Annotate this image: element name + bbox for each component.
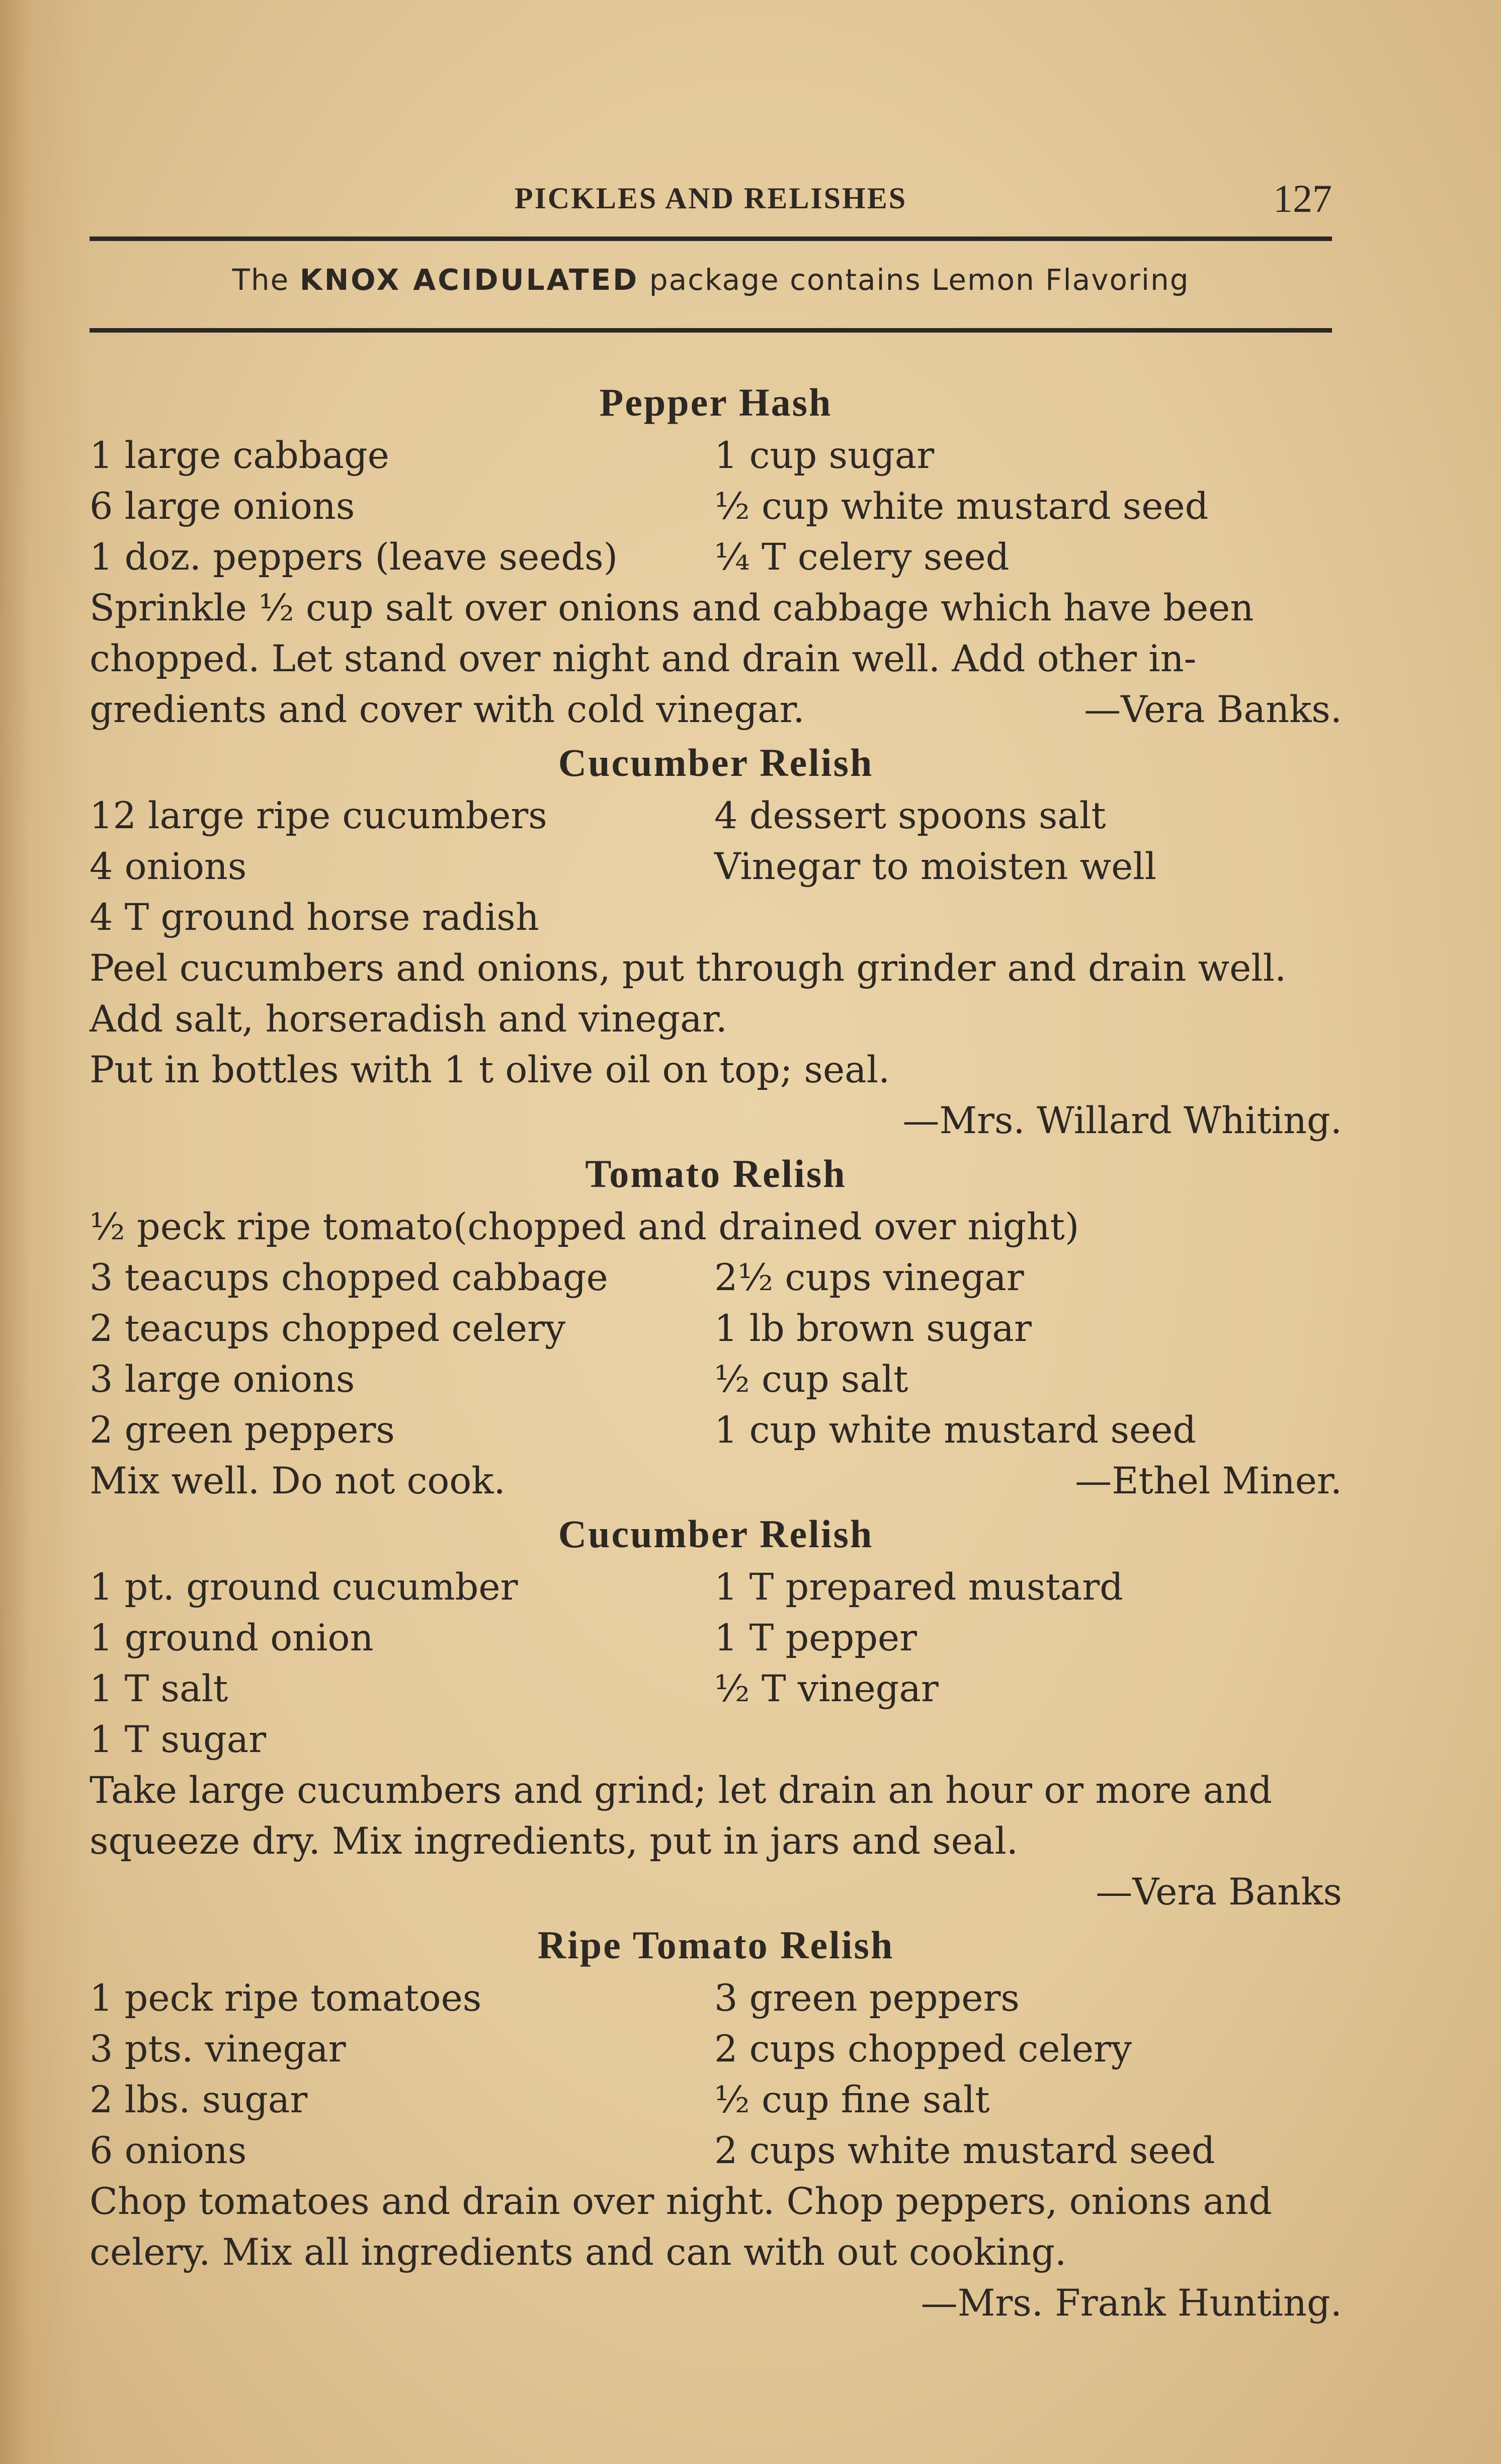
ingredient: 1 peck ripe tomatoes bbox=[90, 1977, 482, 2020]
ingredient: 6 onions bbox=[90, 2129, 247, 2172]
recipe-pepper-hash bbox=[90, 375, 1342, 735]
ingredient-list bbox=[90, 1252, 1342, 1456]
banner-rule bbox=[90, 328, 1332, 333]
instruction-signature-row bbox=[90, 1456, 1342, 1506]
recipe-title: Cucumber Relish bbox=[558, 741, 874, 784]
ingredient: 1 doz. peppers (leave seeds) bbox=[90, 536, 618, 579]
ingredient: 2½ cups vinegar bbox=[714, 1256, 1024, 1299]
ingredient: 1 T pepper bbox=[714, 1617, 918, 1659]
ingredient: 3 large onions bbox=[90, 1358, 355, 1401]
banner-text-pre: The bbox=[232, 263, 290, 297]
instruction-line: Take large cucumbers and grind; let drain an hour or more and bbox=[90, 1769, 1273, 1812]
ingredient-list bbox=[90, 1562, 1342, 1765]
recipe-author: —Mrs. Frank Hunting. bbox=[921, 2282, 1342, 2325]
ingredient: 2 cups chopped celery bbox=[714, 2028, 1132, 2071]
ingredient: 2 cups white mustard seed bbox=[714, 2129, 1215, 2172]
page-header bbox=[90, 176, 1332, 231]
ingredient: ¼ T celery seed bbox=[714, 536, 1010, 579]
ingredient: 1 cup white mustard seed bbox=[714, 1409, 1197, 1452]
ingredient: 1 T salt bbox=[90, 1667, 228, 1710]
page-number: 127 bbox=[1273, 177, 1332, 220]
ingredient: 1 T prepared mustard bbox=[714, 1566, 1123, 1609]
recipe-cucumber-relish-2 bbox=[90, 1506, 1342, 1918]
ingredient: 1 T sugar bbox=[90, 1718, 267, 1761]
ingredient: ½ cup white mustard seed bbox=[714, 485, 1209, 528]
ingredient: 4 T ground horse radish bbox=[90, 896, 539, 939]
recipe-title: Cucumber Relish bbox=[558, 1512, 874, 1556]
ingredient: 3 green peppers bbox=[714, 1977, 1020, 2020]
instruction-signature-row bbox=[90, 684, 1342, 735]
instruction-line: squeeze dry. Mix ingredients, put in jars and seal. bbox=[90, 1820, 1018, 1863]
ingredient: 1 ground onion bbox=[90, 1617, 374, 1659]
ingredient bbox=[714, 892, 1342, 943]
ingredient-list bbox=[90, 1973, 1342, 2176]
recipe-author: —Ethel Miner. bbox=[1075, 1460, 1342, 1502]
ingredient: 1 large cabbage bbox=[90, 434, 389, 477]
instruction-line: Peel cucumbers and onions, put through grinder and drain well. bbox=[90, 947, 1287, 990]
instruction-line: Mix well. Do not cook. bbox=[90, 1460, 506, 1502]
recipe-title: Pepper Hash bbox=[599, 380, 832, 424]
recipe-author: —Vera Banks bbox=[1096, 1871, 1342, 1914]
recipe-title: Tomato Relish bbox=[585, 1152, 847, 1196]
recipe-title: Ripe Tomato Relish bbox=[537, 1923, 894, 1967]
header-rule bbox=[90, 236, 1332, 241]
ingredient: ½ T vinegar bbox=[714, 1667, 939, 1710]
instruction-line: Add salt, horseradish and vinegar. bbox=[90, 998, 727, 1041]
instruction-line: Sprinkle ½ cup salt over onions and cabbage which have been bbox=[90, 587, 1254, 629]
ingredient: 12 large ripe cucumbers bbox=[90, 794, 547, 837]
ingredient: 1 lb brown sugar bbox=[714, 1307, 1032, 1350]
banner-brand: KNOX ACIDULATED bbox=[299, 263, 639, 297]
instruction-line: Chop tomatoes and drain over night. Chop peppers, onions and bbox=[90, 2180, 1272, 2223]
recipe-tomato-relish bbox=[90, 1146, 1342, 1506]
ingredient: 3 pts. vinegar bbox=[90, 2028, 346, 2071]
banner-text-post: package contains Lemon Flavoring bbox=[649, 263, 1190, 297]
ingredient: 6 large onions bbox=[90, 485, 355, 528]
recipe-cucumber-relish bbox=[90, 735, 1342, 1146]
ingredient: 1 pt. ground cucumber bbox=[90, 1566, 518, 1609]
recipe-author: —Mrs. Willard Whiting. bbox=[902, 1099, 1342, 1142]
recipes-content bbox=[90, 375, 1342, 2329]
ingredient: 2 teacups chopped celery bbox=[90, 1307, 566, 1350]
ingredient: 4 onions bbox=[90, 845, 247, 888]
instruction-line: chopped. Let stand over night and drain well. Add other in- bbox=[90, 638, 1197, 680]
ingredient: ½ cup salt bbox=[714, 1358, 908, 1401]
ingredient-list bbox=[90, 430, 1342, 583]
ingredient: 3 teacups chopped cabbage bbox=[90, 1256, 608, 1299]
advertisement-banner bbox=[90, 263, 1332, 297]
instruction-line: gredients and cover with cold vinegar. bbox=[90, 688, 805, 731]
ingredient bbox=[714, 1714, 1342, 1765]
recipe-author: —Vera Banks. bbox=[1084, 688, 1342, 731]
ingredient: ½ cup fine salt bbox=[714, 2079, 990, 2121]
ingredient: 2 lbs. sugar bbox=[90, 2079, 308, 2121]
section-title: PICKLES AND RELISHES bbox=[514, 182, 907, 215]
ingredient-list bbox=[90, 790, 1342, 943]
instruction-line: Put in bottles with 1 t olive oil on top; seal. bbox=[90, 1049, 890, 1091]
recipe-ripe-tomato-relish bbox=[90, 1918, 1342, 2329]
ingredient: Vinegar to moisten well bbox=[714, 845, 1156, 888]
ingredient: 4 dessert spoons salt bbox=[714, 794, 1106, 837]
ingredient: ½ peck ripe tomato(chopped and drained over night) bbox=[90, 1206, 1079, 1248]
ingredient: 1 cup sugar bbox=[714, 434, 935, 477]
ingredient: 2 green peppers bbox=[90, 1409, 395, 1452]
instruction-line: celery. Mix all ingredients and can with out cooking. bbox=[90, 2231, 1067, 2274]
